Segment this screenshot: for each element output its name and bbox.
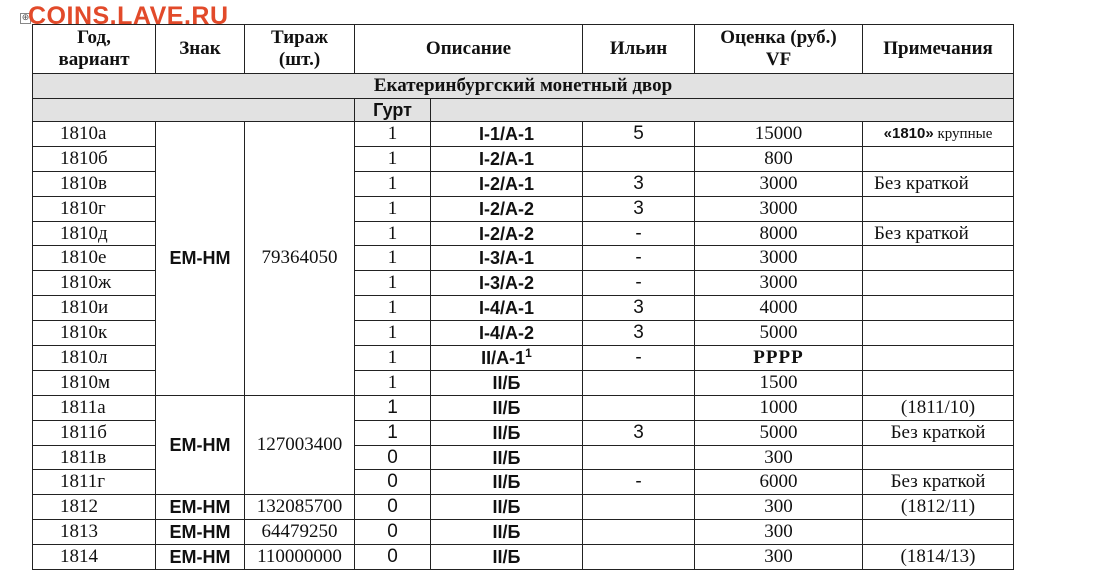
- cell-notes[interactable]: (1812/11): [863, 495, 1014, 520]
- cell-estimate[interactable]: 300: [695, 495, 863, 520]
- cell-estimate[interactable]: 3000: [695, 271, 863, 296]
- cell-ilyin[interactable]: 5: [583, 122, 695, 147]
- cell-estimate[interactable]: 15000: [695, 122, 863, 147]
- cell-mintage[interactable]: 127003400: [245, 395, 355, 495]
- cell-notes[interactable]: [863, 520, 1014, 545]
- gurt-label[interactable]: Гурт: [355, 99, 431, 122]
- cell-notes[interactable]: (1814/13): [863, 545, 1014, 570]
- table-row: [33, 395, 1014, 420]
- description-text: I-4/A-1: [479, 298, 535, 319]
- cell-year[interactable]: 1811б: [33, 420, 156, 445]
- description-text: II/Б: [492, 497, 521, 518]
- table-row: [33, 520, 1014, 545]
- header-estimate[interactable]: Оценка (руб.) VF: [695, 25, 863, 74]
- cell-description[interactable]: [431, 171, 583, 196]
- cell-description[interactable]: [431, 221, 583, 246]
- cell-mintage[interactable]: 79364050: [245, 122, 355, 396]
- cell-year[interactable]: 1810и: [33, 296, 156, 321]
- description-text: I-2/A-1: [479, 173, 535, 194]
- cell-year[interactable]: 1810д: [33, 221, 156, 246]
- cell-year[interactable]: 1810л: [33, 346, 156, 371]
- cell-ilyin[interactable]: -: [583, 221, 695, 246]
- header-ilyin[interactable]: Ильин: [583, 25, 695, 74]
- cell-ilyin[interactable]: [583, 445, 695, 470]
- cell-description[interactable]: [431, 321, 583, 346]
- table-move-handle-icon[interactable]: ⊕: [21, 13, 30, 23]
- cell-gurt[interactable]: 1: [355, 246, 431, 271]
- cell-ilyin[interactable]: 3: [583, 321, 695, 346]
- cell-mark[interactable]: ЕМ-НМ: [156, 520, 245, 545]
- cell-gurt[interactable]: 1: [355, 420, 431, 445]
- cell-year[interactable]: 1810ж: [33, 271, 156, 296]
- cell-year[interactable]: 1810м: [33, 370, 156, 395]
- cell-ilyin[interactable]: -: [583, 246, 695, 271]
- header-row: [33, 25, 1014, 74]
- header-description[interactable]: Описание: [355, 25, 583, 74]
- cell-ilyin[interactable]: [583, 495, 695, 520]
- cell-year[interactable]: 1811а: [33, 395, 156, 420]
- cell-notes[interactable]: Без краткой: [863, 221, 1014, 246]
- cell-ilyin[interactable]: 3: [583, 171, 695, 196]
- site-watermark: COINS.LAVE.RU: [28, 2, 229, 30]
- cell-notes[interactable]: [863, 196, 1014, 221]
- cell-estimate[interactable]: РРРР: [695, 346, 863, 371]
- cell-mintage[interactable]: 132085700: [245, 495, 355, 520]
- cell-notes[interactable]: [863, 370, 1014, 395]
- cell-ilyin[interactable]: [583, 545, 695, 570]
- cell-year[interactable]: 1810е: [33, 246, 156, 271]
- cell-ilyin[interactable]: [583, 520, 695, 545]
- cell-description[interactable]: [431, 445, 583, 470]
- cell-estimate[interactable]: 300: [695, 545, 863, 570]
- cell-notes[interactable]: [863, 346, 1014, 371]
- cell-gurt[interactable]: 0: [355, 495, 431, 520]
- cell-description[interactable]: [431, 470, 583, 495]
- cell-ilyin[interactable]: -: [583, 346, 695, 371]
- cell-year[interactable]: 1812: [33, 495, 156, 520]
- cell-gurt[interactable]: 0: [355, 470, 431, 495]
- cell-notes[interactable]: [863, 271, 1014, 296]
- cell-gurt[interactable]: 1: [355, 146, 431, 171]
- cell-year[interactable]: 1811г: [33, 470, 156, 495]
- cell-notes[interactable]: [863, 321, 1014, 346]
- description-text: I-1/A-1: [479, 123, 535, 144]
- cell-gurt[interactable]: 1: [355, 370, 431, 395]
- gurt-spacer: [33, 99, 355, 122]
- cell-ilyin[interactable]: 3: [583, 296, 695, 321]
- table-row: [33, 495, 1014, 520]
- cell-gurt[interactable]: 1: [355, 395, 431, 420]
- cell-gurt[interactable]: 0: [355, 445, 431, 470]
- table-row: [33, 122, 1014, 147]
- cell-notes[interactable]: Без краткой: [863, 420, 1014, 445]
- cell-ilyin[interactable]: [583, 370, 695, 395]
- cell-gurt[interactable]: 1: [355, 196, 431, 221]
- cell-ilyin[interactable]: [583, 395, 695, 420]
- description-text: II/Б: [492, 522, 521, 543]
- description-text: I-3/A-2: [479, 273, 535, 294]
- cell-gurt[interactable]: 1: [355, 221, 431, 246]
- section-title[interactable]: Екатеринбургский монетный двор: [33, 74, 1014, 99]
- cell-notes[interactable]: Без краткой: [863, 171, 1014, 196]
- cell-notes[interactable]: [863, 445, 1014, 470]
- cell-estimate[interactable]: 4000: [695, 296, 863, 321]
- cell-description[interactable]: [431, 196, 583, 221]
- cell-gurt[interactable]: 1: [355, 346, 431, 371]
- cell-year[interactable]: 1813: [33, 520, 156, 545]
- cell-estimate[interactable]: 6000: [695, 470, 863, 495]
- cell-notes[interactable]: [863, 146, 1014, 171]
- cell-mark[interactable]: ЕМ-НМ: [156, 395, 245, 495]
- cell-year[interactable]: 1814: [33, 545, 156, 570]
- cell-notes[interactable]: [863, 122, 1014, 147]
- cell-notes[interactable]: [863, 296, 1014, 321]
- cell-description[interactable]: [431, 146, 583, 171]
- cell-year[interactable]: 1811в: [33, 445, 156, 470]
- cell-description[interactable]: [431, 420, 583, 445]
- cell-mintage[interactable]: 110000000: [245, 545, 355, 570]
- cell-year[interactable]: 1810к: [33, 321, 156, 346]
- cell-gurt[interactable]: 1: [355, 171, 431, 196]
- cell-notes[interactable]: (1811/10): [863, 395, 1014, 420]
- cell-estimate[interactable]: 300: [695, 445, 863, 470]
- cell-ilyin[interactable]: 3: [583, 420, 695, 445]
- cell-estimate[interactable]: 8000: [695, 221, 863, 246]
- description-text: II/Б: [492, 397, 521, 418]
- section-row: [33, 74, 1014, 99]
- header-notes[interactable]: Примечания: [863, 25, 1014, 74]
- description-text: II/Б: [492, 547, 521, 568]
- cell-estimate[interactable]: 3000: [695, 171, 863, 196]
- cell-ilyin[interactable]: [583, 146, 695, 171]
- cell-description[interactable]: [431, 346, 583, 371]
- description-text: I-3/A-1: [479, 248, 535, 269]
- cell-notes[interactable]: [863, 246, 1014, 271]
- cell-estimate[interactable]: 5000: [695, 420, 863, 445]
- header-mintage[interactable]: Тираж (шт.): [245, 25, 355, 74]
- cell-ilyin[interactable]: -: [583, 271, 695, 296]
- cell-gurt[interactable]: 0: [355, 520, 431, 545]
- description-text: I-2/A-2: [479, 223, 535, 244]
- cell-description[interactable]: [431, 395, 583, 420]
- note-bold-text: «1810»: [883, 124, 934, 142]
- cell-estimate[interactable]: 3000: [695, 196, 863, 221]
- cell-year[interactable]: 1810а: [33, 122, 156, 147]
- description-text: II/Б: [492, 372, 521, 393]
- cell-estimate[interactable]: 3000: [695, 246, 863, 271]
- cell-estimate[interactable]: 800: [695, 146, 863, 171]
- cell-ilyin[interactable]: 3: [583, 196, 695, 221]
- cell-mintage[interactable]: 64479250: [245, 520, 355, 545]
- description-text: I-2/A-2: [479, 198, 535, 219]
- cell-gurt[interactable]: 1: [355, 122, 431, 147]
- description-text: I-4/A-2: [479, 323, 535, 344]
- cell-year[interactable]: 1810в: [33, 171, 156, 196]
- description-text: I-2/A-1: [479, 148, 535, 169]
- cell-gurt[interactable]: 1: [355, 321, 431, 346]
- cell-description[interactable]: [431, 495, 583, 520]
- cell-gurt[interactable]: 0: [355, 545, 431, 570]
- cell-gurt[interactable]: 1: [355, 271, 431, 296]
- cell-ilyin[interactable]: -: [583, 470, 695, 495]
- cell-description[interactable]: [431, 370, 583, 395]
- footnote-marker: 1: [525, 345, 532, 360]
- cell-year[interactable]: 1810г: [33, 196, 156, 221]
- cell-estimate[interactable]: 1000: [695, 395, 863, 420]
- header-mark[interactable]: Знак: [156, 25, 245, 74]
- cell-description[interactable]: [431, 271, 583, 296]
- cell-mark[interactable]: ЕМ-НМ: [156, 122, 245, 396]
- cell-year[interactable]: 1810б: [33, 146, 156, 171]
- description-text: II/Б: [492, 422, 521, 443]
- gurt-header-row: [33, 99, 1014, 122]
- cell-description[interactable]: [431, 246, 583, 271]
- cell-description[interactable]: [431, 520, 583, 545]
- cell-estimate[interactable]: 1500: [695, 370, 863, 395]
- cell-description[interactable]: [431, 296, 583, 321]
- cell-estimate[interactable]: 5000: [695, 321, 863, 346]
- gurt-spacer-right: [431, 99, 1014, 122]
- coin-catalog-table: [32, 24, 1014, 570]
- cell-estimate[interactable]: 300: [695, 520, 863, 545]
- header-year[interactable]: Год, вариант: [33, 25, 156, 74]
- description-text: II/Б: [492, 447, 521, 468]
- description-text: II/Б: [492, 472, 521, 493]
- cell-description[interactable]: [431, 122, 583, 147]
- cell-mark[interactable]: ЕМ-НМ: [156, 495, 245, 520]
- description-text: II/A-1: [481, 347, 526, 368]
- cell-description[interactable]: [431, 545, 583, 570]
- note-text: крупные: [933, 125, 993, 142]
- cell-gurt[interactable]: 1: [355, 296, 431, 321]
- cell-notes[interactable]: Без краткой: [863, 470, 1014, 495]
- table-row: [33, 545, 1014, 570]
- cell-mark[interactable]: ЕМ-НМ: [156, 545, 245, 570]
